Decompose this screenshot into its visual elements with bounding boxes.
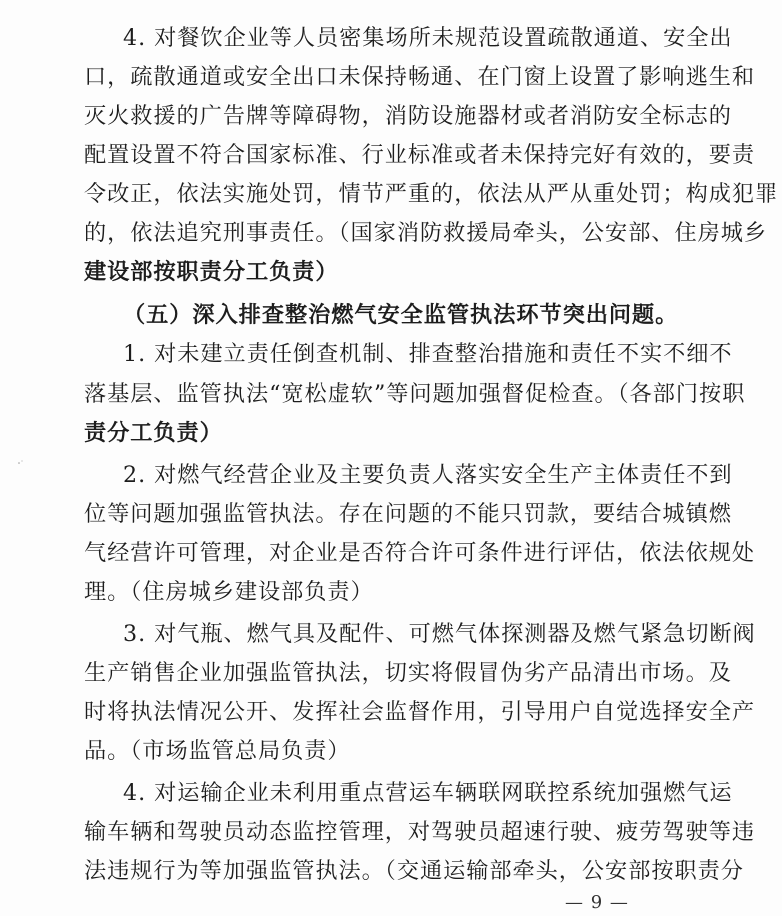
paragraph-line: 的，依法追究刑事责任。（国家消防救援局牵头，公安部、住房城乡 <box>84 220 768 246</box>
paragraph-line: 时将执法情况公开、发挥社会监督作用，引导用户自觉选择安全产 <box>84 699 755 725</box>
responsibility-note: 建设部按职责分工负责） <box>84 259 339 285</box>
paragraph-line: 理。（住房城乡建设部负责） <box>84 579 374 605</box>
paragraph-line: 品。（市场监管总局负责） <box>84 738 351 764</box>
paragraph-line: 气经营许可管理，对企业是否符合许可条件进行评估，依法依规处 <box>84 540 755 566</box>
paragraph-line: 灭火救援的广告牌等障碍物，消防设施器材或者消防安全标志的 <box>84 103 732 129</box>
paragraph-line: 4. 对餐饮企业等人员密集场所未规范设置疏散通道、安全出 <box>123 25 733 51</box>
section-heading: （五）深入排查整治燃气安全监管执法环节突出问题。 <box>123 302 679 328</box>
paragraph-line: 口，疏散通道或安全出口未保持畅通、在门窗上设置了影响逃生和 <box>84 64 755 90</box>
paragraph-line: 4. 对运输企业未利用重点营运车辆联网联控系统加强燃气运 <box>123 780 733 806</box>
paragraph-line: 配置设置不符合国家标准、行业标准或者未保持完好有效的，要责 <box>84 142 755 168</box>
paragraph-line: 1. 对未建立责任倒查机制、排查整治措施和责任不实不细不 <box>123 341 733 367</box>
paragraph-line: 位等问题加强监管执法。存在问题的不能只罚款，要结合城镇燃 <box>84 501 732 527</box>
paragraph-line: 输车辆和驾驶员动态监控管理，对驾驶员超速行驶、疲劳驾驶等违 <box>84 819 755 845</box>
paragraph-line: 生产销售企业加强监管执法，切实将假冒伪劣产品清出市场。及 <box>84 660 732 686</box>
paragraph-line: 法违规行为等加强监管执法。（交通运输部牵头，公安部按职责分 <box>84 858 744 884</box>
scan-speck-icon <box>17 458 25 466</box>
page-number: — 9 — <box>565 892 629 913</box>
paragraph-line: 3. 对气瓶、燃气具及配件、可燃气体探测器及燃气紧急切断阀 <box>123 621 756 647</box>
paragraph-line: 令改正，依法实施处罚，情节严重的，依法从严从重处罚；构成犯罪 <box>84 181 779 207</box>
paragraph-line: 落基层、监管执法“宽松虚软”等问题加强督促检查。（各部门按职 <box>84 381 746 407</box>
responsibility-note: 责分工负责） <box>84 420 223 446</box>
paragraph-line: 2. 对燃气经营企业及主要负责人落实安全生产主体责任不到 <box>123 462 733 488</box>
